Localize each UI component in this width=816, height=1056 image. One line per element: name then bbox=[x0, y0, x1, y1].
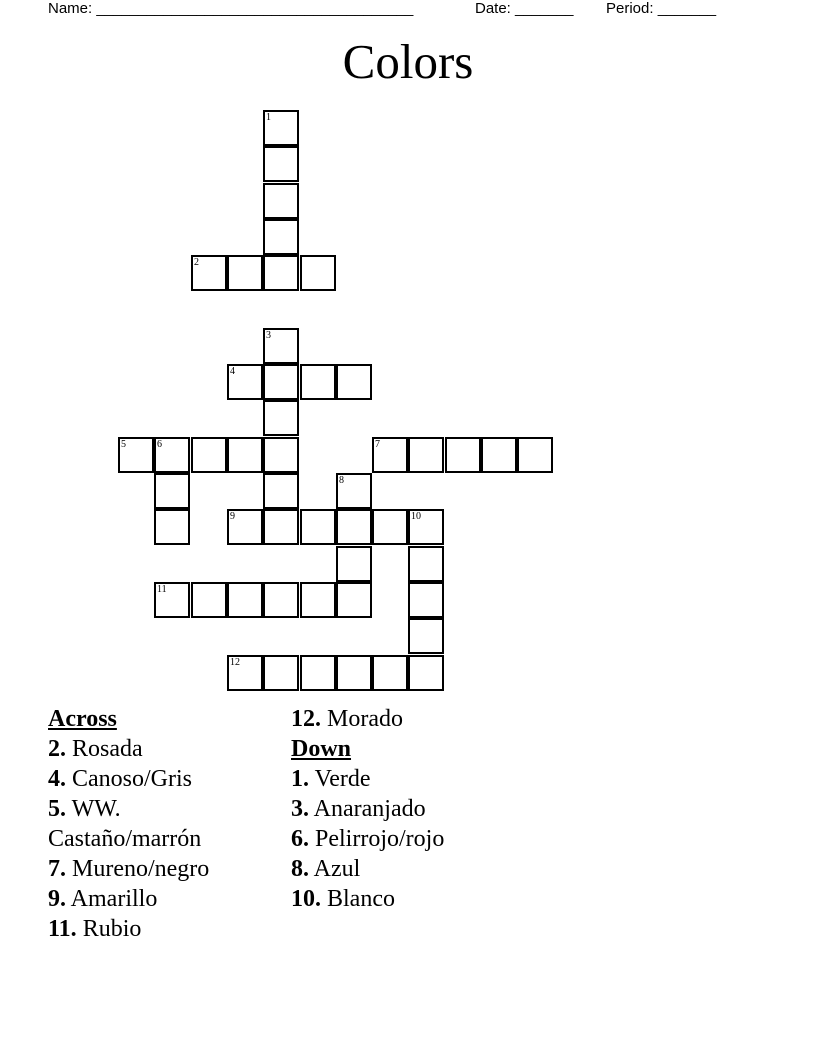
crossword-cell[interactable] bbox=[263, 110, 299, 146]
crossword-cell[interactable] bbox=[336, 473, 372, 509]
crossword-cell[interactable] bbox=[227, 655, 263, 691]
clue-number: 5 bbox=[121, 439, 126, 450]
crossword-cell[interactable] bbox=[227, 437, 263, 473]
across-clue: 4. Canoso/Gris bbox=[48, 766, 192, 792]
crossword-cell[interactable] bbox=[372, 655, 408, 691]
crossword-cell[interactable] bbox=[445, 437, 481, 473]
crossword-cell[interactable] bbox=[191, 437, 227, 473]
crossword-cell[interactable] bbox=[263, 437, 299, 473]
crossword-cell[interactable] bbox=[227, 364, 263, 400]
crossword-cell[interactable] bbox=[336, 582, 372, 618]
crossword-cell[interactable] bbox=[517, 437, 553, 473]
clue-number: 6 bbox=[157, 439, 162, 450]
crossword-cell[interactable] bbox=[300, 509, 336, 545]
crossword-cell[interactable] bbox=[408, 437, 444, 473]
down-clue: 10. Blanco bbox=[291, 886, 395, 912]
crossword-cell[interactable] bbox=[154, 582, 190, 618]
across-clue: 11. Rubio bbox=[48, 916, 142, 942]
clues-column-right bbox=[291, 704, 521, 914]
clue-number: 4 bbox=[230, 366, 235, 377]
crossword-cell[interactable] bbox=[336, 546, 372, 582]
crossword-cell[interactable] bbox=[154, 437, 190, 473]
period-field-label: Period: _______ bbox=[606, 0, 717, 17]
clue-number: 7 bbox=[375, 439, 380, 450]
crossword-cell[interactable] bbox=[263, 509, 299, 545]
crossword-cell[interactable] bbox=[408, 509, 444, 545]
crossword-cell[interactable] bbox=[191, 255, 227, 291]
crossword-cell[interactable] bbox=[336, 364, 372, 400]
crossword-cell[interactable] bbox=[300, 655, 336, 691]
crossword-cell[interactable] bbox=[300, 255, 336, 291]
across-clue: 7. Mureno/negro bbox=[48, 856, 210, 882]
across-clue: 12. Morado bbox=[291, 706, 403, 732]
crossword-cell[interactable] bbox=[263, 655, 299, 691]
clue-number: 3 bbox=[266, 330, 271, 341]
down-clue: 6. Pelirrojo/rojo bbox=[291, 826, 445, 852]
down-clue: 1. Verde bbox=[291, 766, 371, 792]
crossword-cell[interactable] bbox=[300, 582, 336, 618]
down-clue: 3. Anaranjado bbox=[291, 796, 426, 822]
clue-number: 12 bbox=[230, 657, 240, 668]
crossword-cell[interactable] bbox=[408, 582, 444, 618]
crossword-cell[interactable] bbox=[191, 582, 227, 618]
crossword-cell[interactable] bbox=[408, 618, 444, 654]
across-clue: 9. Amarillo bbox=[48, 886, 158, 912]
crossword-cell[interactable] bbox=[263, 183, 299, 219]
clue-number: 2 bbox=[194, 257, 199, 268]
crossword-cell[interactable] bbox=[263, 582, 299, 618]
crossword-cell[interactable] bbox=[263, 328, 299, 364]
clue-number: 1 bbox=[266, 112, 271, 123]
crossword-cell[interactable] bbox=[336, 655, 372, 691]
clue-number: 9 bbox=[230, 511, 235, 522]
date-field-label: Date: _______ bbox=[475, 0, 574, 17]
crossword-cell[interactable] bbox=[154, 473, 190, 509]
crossword-cell[interactable] bbox=[372, 509, 408, 545]
crossword-cell[interactable] bbox=[263, 219, 299, 255]
puzzle-title: Colors bbox=[342, 34, 474, 89]
crossword-cell[interactable] bbox=[263, 400, 299, 436]
clue-number: 11 bbox=[157, 584, 167, 595]
name-field-label: Name: ______________________________________ bbox=[48, 0, 414, 17]
crossword-cell[interactable] bbox=[300, 364, 336, 400]
crossword-cell[interactable] bbox=[372, 437, 408, 473]
crossword-cell[interactable] bbox=[263, 255, 299, 291]
clue-number: 8 bbox=[339, 475, 344, 486]
crossword-cell[interactable] bbox=[227, 255, 263, 291]
across-heading: Across bbox=[48, 706, 117, 732]
clue-number: 10 bbox=[411, 511, 421, 522]
across-clue: 2. Rosada bbox=[48, 736, 143, 762]
crossword-cell[interactable] bbox=[336, 509, 372, 545]
crossword-cell[interactable] bbox=[408, 546, 444, 582]
crossword-cell[interactable] bbox=[227, 582, 263, 618]
crossword-cell[interactable] bbox=[118, 437, 154, 473]
crossword-cell[interactable] bbox=[408, 655, 444, 691]
across-clue: 5. WW. Castaño/marrón bbox=[48, 796, 202, 852]
crossword-cell[interactable] bbox=[263, 473, 299, 509]
down-heading: Down bbox=[291, 736, 352, 762]
crossword-cell[interactable] bbox=[263, 146, 299, 182]
crossword-cell[interactable] bbox=[154, 509, 190, 545]
clues-column-left bbox=[48, 704, 253, 944]
crossword-cell[interactable] bbox=[481, 437, 517, 473]
crossword-cell[interactable] bbox=[227, 509, 263, 545]
crossword-cell[interactable] bbox=[263, 364, 299, 400]
down-clue: 8. Azul bbox=[291, 856, 361, 882]
